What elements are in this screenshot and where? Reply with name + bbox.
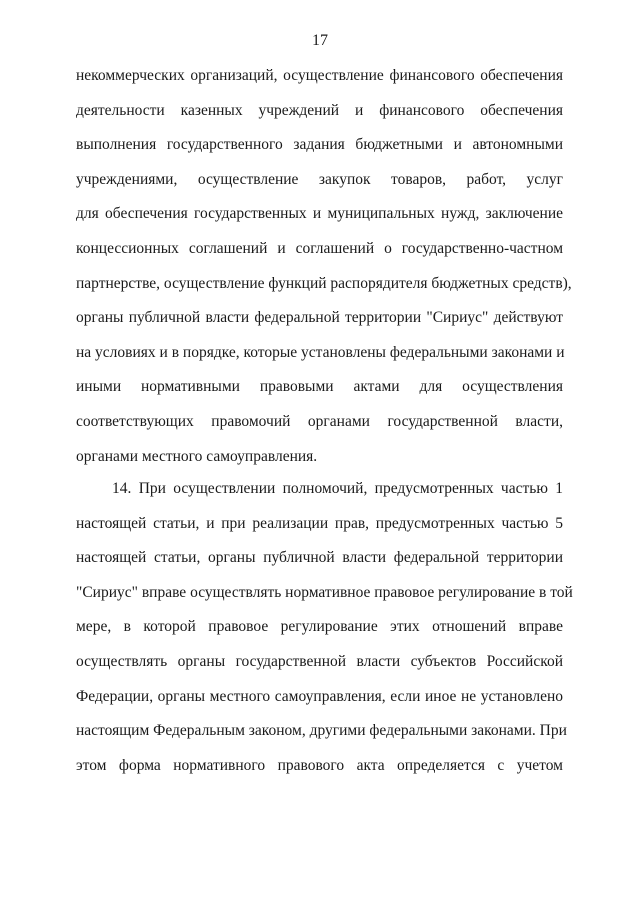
- text-line: осуществлять органы государственной власти субъектов Российской: [76, 652, 563, 670]
- text-line: выполнения государственного задания бюджетными и автономными: [76, 136, 563, 154]
- text-line: для обеспечения государственных и муниципальных нужд, заключение: [76, 205, 563, 223]
- text-line: настоящим Федеральным законом, другими федеральными законами. При: [76, 722, 567, 740]
- text-line: некоммерческих организаций, осуществление финансового обеспечения: [76, 67, 563, 84]
- text-line: учреждениями, осуществление закупок товаров, работ, услуг: [76, 170, 563, 188]
- text-line: концессионных соглашений и соглашений о государственно-частном: [76, 239, 563, 257]
- paragraph-14: [76, 479, 573, 790]
- page-number: 17: [312, 32, 328, 49]
- text-line: органами местного самоуправления.: [76, 447, 318, 465]
- text-line: этом форма нормативного правового акта определяется с учетом: [76, 756, 563, 774]
- text-line: деятельности казенных учреждений и финансового обеспечения: [76, 101, 563, 119]
- text-line: иными нормативными правовыми актами для осуществления: [76, 378, 563, 396]
- text-line: мере, в которой правовое регулирование этих отношений вправе: [76, 618, 563, 636]
- paragraph-continuation: [76, 66, 572, 481]
- text-line: Федерации, органы местного самоуправления, если иное не установлено: [76, 687, 563, 705]
- text-line: органы публичной власти федеральной территории "Сириус" действуют: [76, 309, 563, 327]
- text-line: соответствующих правомочий органами государственной власти,: [76, 412, 563, 430]
- text-line: настоящей статьи, органы публичной власти федеральной территории: [76, 549, 563, 567]
- text-line: "Сириус" вправе осуществлять нормативное правовое регулирование в той: [76, 583, 573, 601]
- text-line: 14. При осуществлении полномочий, предусмотренных частью 1: [112, 480, 563, 497]
- text-line: настоящей статьи, и при реализации прав, предусмотренных частью 5: [76, 514, 563, 532]
- text-line: на условиях и в порядке, которые установлены федеральными законами и: [76, 343, 565, 361]
- text-line: партнерстве, осуществление функций распорядителя бюджетных средств),: [76, 274, 572, 292]
